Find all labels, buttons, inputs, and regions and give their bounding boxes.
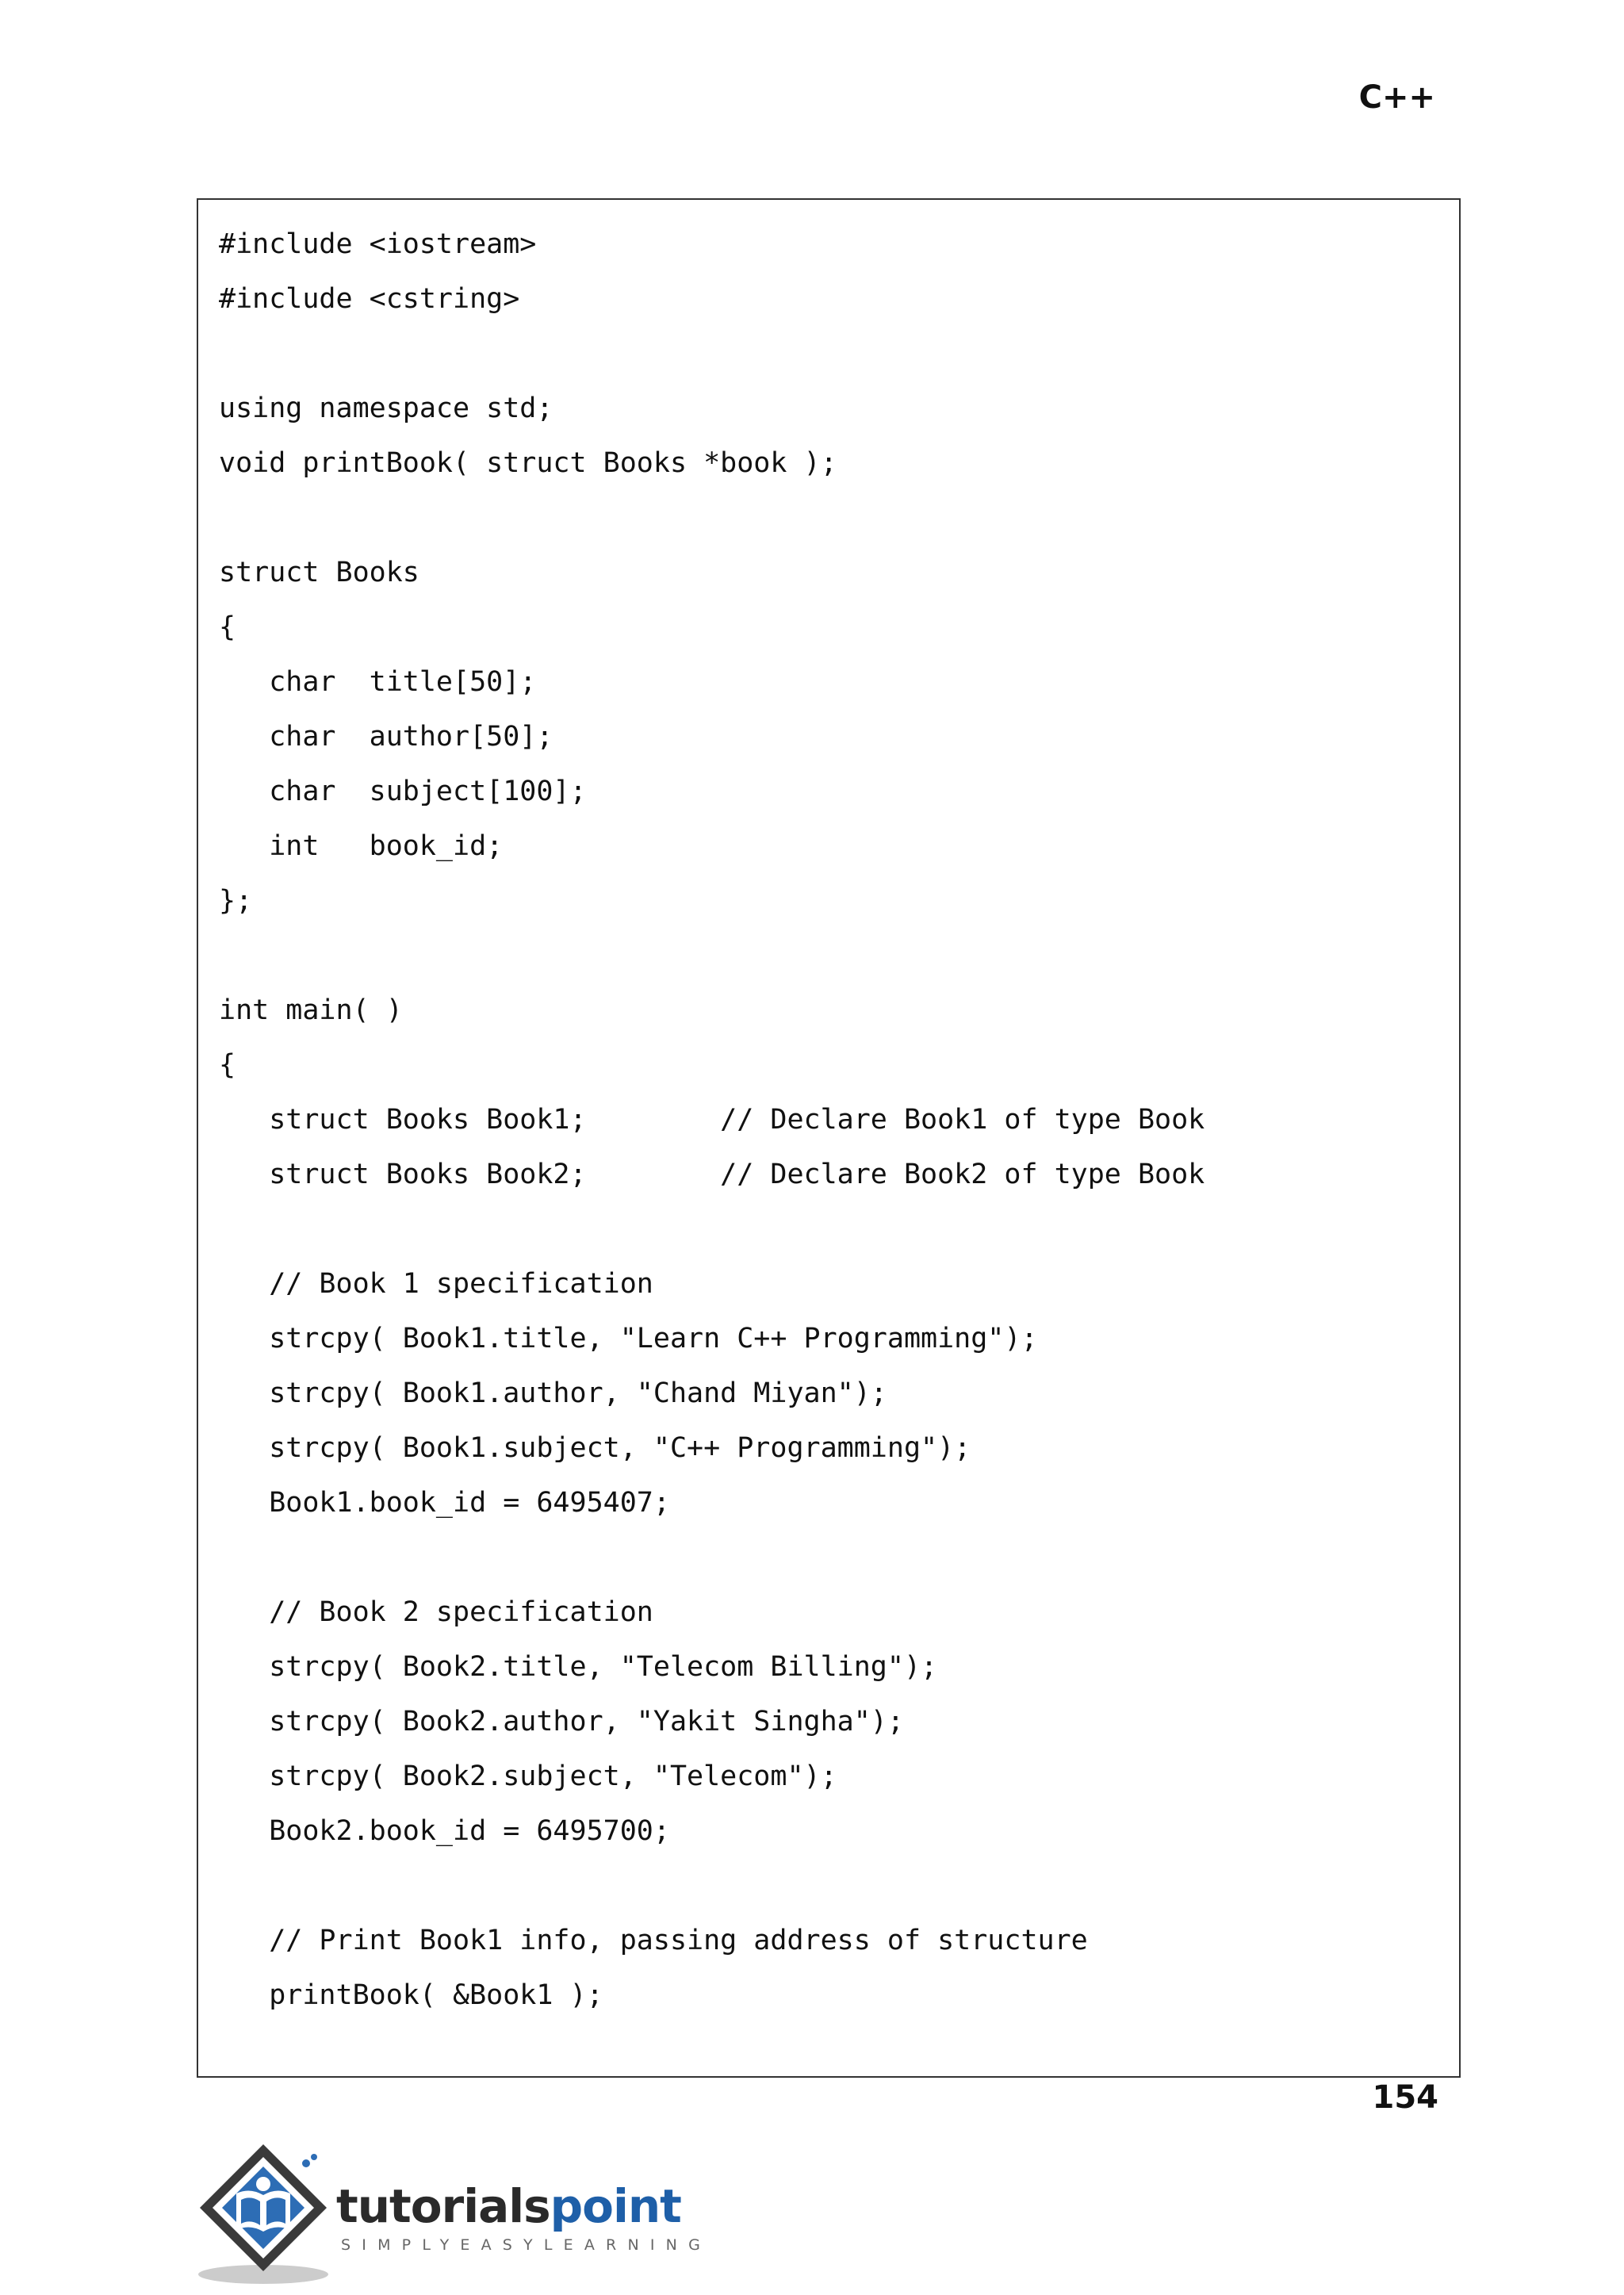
code-line: struct Books Book1; // Declare Book1 of type Book xyxy=(219,1104,1205,1136)
brand-tagline: SIMPLYEASYLEARNING xyxy=(341,2236,711,2254)
code-line xyxy=(219,1202,1205,1257)
code-line xyxy=(219,327,1205,381)
code-line: char author[50]; xyxy=(219,721,553,753)
book-diamond-logo-icon xyxy=(195,2138,346,2289)
code-line: void printBook( struct Books *book ); xyxy=(219,447,837,479)
code-line xyxy=(219,1859,1205,1914)
code-line: Book1.book_id = 6495407; xyxy=(219,1487,670,1519)
brand-name-part1: tutorials xyxy=(336,2179,550,2233)
code-line xyxy=(219,491,1205,546)
code-line: strcpy( Book2.author, "Yakit Singha"); xyxy=(219,1706,904,1738)
code-line: { xyxy=(219,1049,236,1081)
code-line: char title[50]; xyxy=(219,666,537,698)
code-line xyxy=(219,929,1205,983)
code-line xyxy=(219,1531,1205,1585)
code-line: }; xyxy=(219,885,253,917)
code-line: { xyxy=(219,611,236,643)
code-line: using namespace std; xyxy=(219,393,553,424)
page-number: 154 xyxy=(1372,2079,1438,2116)
code-line: strcpy( Book1.author, "Chand Miyan"); xyxy=(219,1377,887,1409)
code-line: // Print Book1 info, passing address of structure xyxy=(219,1925,1088,1956)
page-header-title: C++ xyxy=(1358,79,1435,116)
code-listing xyxy=(219,217,1205,2023)
code-line: int main( ) xyxy=(219,994,403,1026)
tutorialspoint-logo xyxy=(195,2138,711,2289)
code-line: strcpy( Book1.title, "Learn C++ Programming"); xyxy=(219,1323,1038,1354)
code-line: #include <cstring> xyxy=(219,283,520,315)
code-line: strcpy( Book2.subject, "Telecom"); xyxy=(219,1761,837,1792)
code-line: struct Books Book2; // Declare Book2 of type Book xyxy=(219,1159,1205,1190)
code-line: // Book 2 specification xyxy=(219,1596,653,1628)
brand-name-part2: point xyxy=(550,2179,681,2233)
code-line: struct Books xyxy=(219,557,419,588)
code-line: // Book 1 specification xyxy=(219,1268,653,1300)
code-line: Book2.book_id = 6495700; xyxy=(219,1815,670,1847)
code-line: strcpy( Book1.subject, "C++ Programming"); xyxy=(219,1432,971,1464)
brand-name xyxy=(336,2179,681,2233)
code-line: char subject[100]; xyxy=(219,776,587,807)
code-line: int book_id; xyxy=(219,830,504,862)
code-line: strcpy( Book2.title, "Telecom Billing"); xyxy=(219,1651,938,1683)
code-line: printBook( &Book1 ); xyxy=(219,1979,603,2011)
code-block xyxy=(197,198,1461,2078)
code-line: #include <iostream> xyxy=(219,228,537,260)
